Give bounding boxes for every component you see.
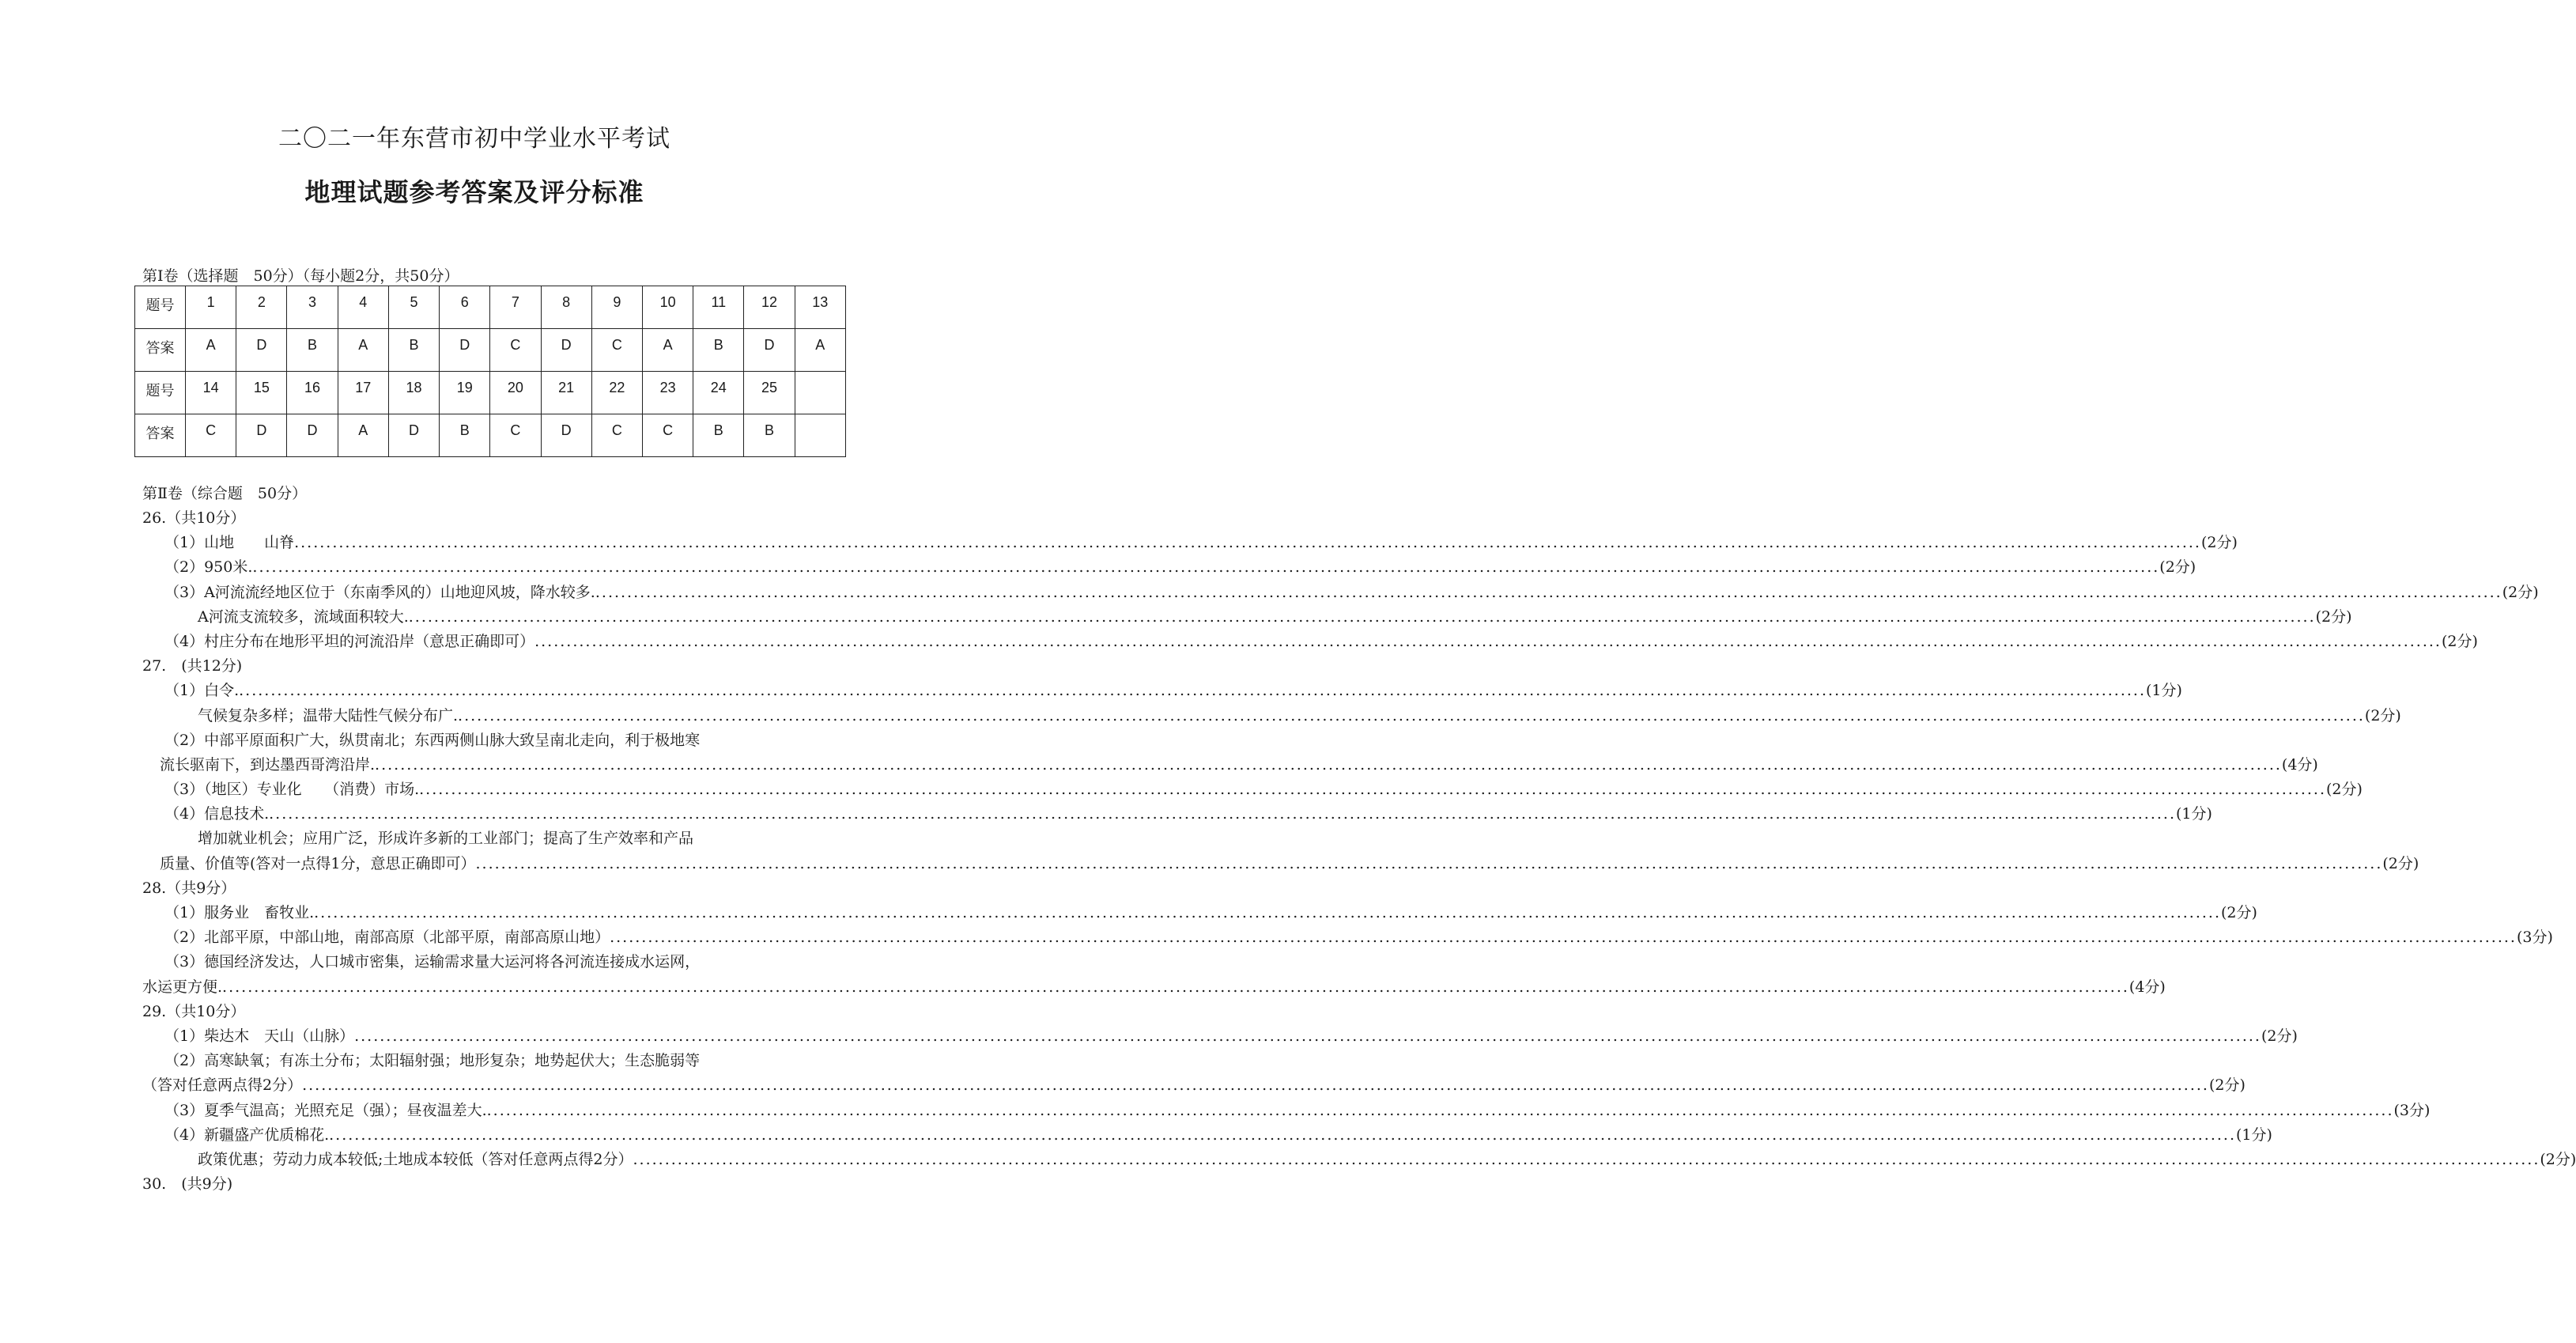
question-number-cell: 13: [795, 286, 845, 329]
answer-line: [142, 777, 2363, 802]
part2-heading: 第Ⅱ卷（综合题 50分）: [142, 485, 308, 502]
points-label: (4分): [2281, 755, 2318, 774]
answer-text: 27. (共12分): [142, 657, 243, 675]
points-label: (2分): [2502, 583, 2539, 601]
answer-text: （3）德国经济发达，人口城市密集，运输需求量大运河将各河流连接成水运网，: [164, 953, 701, 971]
answer-line: [142, 1000, 846, 1024]
answer-cell: C: [490, 329, 541, 372]
points-label: (4分): [2128, 978, 2166, 996]
question-number-cell: 15: [236, 372, 287, 414]
question-number-cell: 25: [744, 372, 795, 414]
answer-text: （2）高寒缺氧；有冻土分布；太阳辐射强；地形复杂；地势起伏大；生态脆弱等: [164, 1052, 701, 1070]
answer-text: 增加就业机会；应用广泛，形成许多新的工业部门；提高了生产效率和产品: [198, 830, 694, 848]
answer-text: 29.（共10分）: [142, 1002, 246, 1020]
question-number-cell: 22: [591, 372, 642, 414]
question-number-cell: 19: [440, 372, 490, 414]
dot-leader: ............................................................................................................................................................................................................................................................................................................: [294, 534, 2201, 552]
answer-cell: C: [186, 414, 236, 457]
question-number-cell: 6: [440, 286, 490, 329]
points-label: (2分): [2382, 854, 2419, 872]
dot-leader: ............................................................................................................................................................................................................................................................................................................: [458, 706, 2365, 724]
answer-lines: [142, 506, 2576, 1197]
answer-cell: D: [541, 414, 591, 457]
points-label: (2分): [2540, 1150, 2576, 1168]
answer-text: 流长驱南下，到达墨西哥湾沿岸.: [160, 755, 376, 774]
answer-cell: A: [338, 329, 388, 372]
dot-leader: ............................................................................................................................................................................................................................................................................................................: [222, 978, 2129, 996]
question-number-cell: 3: [287, 286, 338, 329]
part1-heading: 第Ⅰ卷（选择题 50分）（每小题2分，共50分）: [142, 267, 459, 285]
points-label: (2分): [2261, 1027, 2298, 1045]
answer-text: （4）新疆盛产优质棉花.: [164, 1125, 330, 1144]
answer-text: （1）服务业 畜牧业.: [164, 904, 315, 921]
points-label: (3分): [2393, 1101, 2431, 1119]
answer-text: A河流支流较多，流域面积较大.: [198, 607, 409, 626]
question-number-cell: [795, 372, 845, 414]
answer-line: [142, 950, 846, 974]
dot-leader: ............................................................................................................................................................................................................................................................................................................: [354, 1027, 2261, 1045]
answer-cell: B: [287, 329, 338, 372]
dot-leader: ............................................................................................................................................................................................................................................................................................................: [375, 755, 2282, 774]
points-label: (2分): [2208, 1076, 2276, 1095]
answer-line: [142, 728, 846, 753]
question-number-row: [135, 372, 846, 414]
points-label: (2分): [2326, 781, 2363, 799]
points-label: (2分): [2441, 632, 2478, 650]
question-number-cell: 23: [642, 372, 693, 414]
answer-text: （2）北部平原，中部山地，南部高原（北部平原，南部高原山地）: [164, 929, 610, 947]
answer-cell: D: [541, 329, 591, 372]
question-number-cell: 16: [287, 372, 338, 414]
question-number-cell: 1: [186, 286, 236, 329]
answer-row: [135, 329, 846, 372]
answer-cell: D: [440, 329, 490, 372]
answer-line: [142, 654, 846, 679]
question-number-cell: 5: [388, 286, 439, 329]
question-number-cell: 21: [541, 372, 591, 414]
dot-leader: ............................................................................................................................................................................................................................................................................................................: [486, 1101, 2394, 1119]
answer-line: [142, 555, 2196, 580]
question-number-row: [135, 286, 846, 329]
question-number-cell: 24: [693, 372, 744, 414]
question-number-cell: 20: [490, 372, 541, 414]
answer-text: （1）白令.: [164, 682, 240, 700]
points-label: (1分): [2236, 1125, 2272, 1144]
answer-line: [142, 630, 2478, 654]
answer-cell: A: [795, 329, 845, 372]
answer-key-title: 地理试题参考答案及评分标准: [304, 177, 644, 207]
dot-leader: ............................................................................................................................................................................................................................................................................................................: [475, 854, 2383, 872]
question-number-row-label: 题号: [135, 286, 186, 329]
answer-cell: D: [236, 329, 287, 372]
points-label: (3分): [2516, 929, 2553, 947]
points-label: (1分): [2176, 805, 2212, 823]
answer-line: [142, 1024, 2298, 1049]
dot-leader: ............................................................................................................................................................................................................................................................................................................: [633, 1150, 2540, 1168]
answer-line: [142, 605, 2352, 630]
dot-leader: ............................................................................................................................................................................................................................................................................................................: [610, 929, 2517, 947]
points-label: (2分): [2159, 558, 2196, 577]
dot-leader: ............................................................................................................................................................................................................................................................................................................: [269, 805, 2177, 823]
answer-line: [142, 827, 846, 851]
answer-line: [142, 1148, 2576, 1172]
question-number-row-label: 题号: [135, 372, 186, 414]
answer-row-label: 答案: [135, 329, 186, 372]
answer-line: [142, 925, 2553, 950]
answer-cell: D: [744, 329, 795, 372]
answer-text: （答对任意两点得2分）: [142, 1076, 303, 1095]
answer-line: [142, 753, 2318, 777]
answer-cell: D: [236, 414, 287, 457]
dot-leader: ............................................................................................................................................................................................................................................................................................................: [302, 1076, 2209, 1095]
points-label: (2分): [2221, 904, 2257, 921]
answer-text: 26.（共10分）: [142, 509, 246, 527]
question-number-cell: 11: [693, 286, 744, 329]
answer-cell: A: [338, 414, 388, 457]
question-number-cell: 18: [388, 372, 439, 414]
answer-cell: C: [591, 329, 642, 372]
exam-title: 二〇二一年东营市初中学业水平考试: [278, 125, 670, 153]
answer-text: 水运更方便.: [142, 978, 223, 996]
dot-leader: ............................................................................................................................................................................................................................................................................................................: [534, 632, 2442, 650]
question-number-cell: 8: [541, 286, 591, 329]
answer-line: [142, 531, 2238, 555]
answer-cell: D: [287, 414, 338, 457]
question-number-cell: 9: [591, 286, 642, 329]
answer-cell: C: [490, 414, 541, 457]
question-number-cell: 4: [338, 286, 388, 329]
answer-line: [142, 581, 2539, 605]
answer-cell: C: [591, 414, 642, 457]
answer-line: [142, 802, 2212, 827]
dot-leader: ............................................................................................................................................................................................................................................................................................................: [408, 607, 2316, 626]
answer-text: （3）（地区）专业化 （消费）市场.: [164, 781, 420, 799]
answer-text: （1）山地 山脊: [164, 534, 295, 552]
points-label: (2分): [2315, 607, 2352, 626]
question-number-cell: 10: [642, 286, 693, 329]
answer-line: [142, 1049, 846, 1073]
dot-leader: ............................................................................................................................................................................................................................................................................................................: [314, 904, 2222, 921]
answer-text: （3）夏季气温高；光照充足（强）；昼夜温差大.: [164, 1101, 487, 1119]
answer-text: （1）柴达木 天山（山脉）: [164, 1027, 355, 1045]
answer-text: 政策优惠；劳动力成本较低;土地成本较低（答对任意两点得2分）: [198, 1150, 633, 1168]
answer-text: 28.（共9分）: [142, 879, 236, 897]
answer-text: （4）信息技术.: [164, 805, 270, 823]
question-number-cell: 2: [236, 286, 287, 329]
points-label: (2分): [2200, 534, 2238, 552]
answer-text: 质量、价值等(答对一点得1分，意思正确即可）: [160, 854, 476, 872]
answer-text: （3）A河流流经地区位于（东南季风的）山地迎风坡，降水较多.: [164, 583, 595, 601]
dot-leader: ............................................................................................................................................................................................................................................................................................................: [252, 558, 2160, 577]
question-number-cell: 12: [744, 286, 795, 329]
answer-cell: C: [642, 414, 693, 457]
answer-line: [142, 1172, 846, 1197]
answer-text: 气候复杂多样；温带大陆性气候分布广.: [198, 706, 459, 724]
question-number-cell: 7: [490, 286, 541, 329]
answer-cell: A: [186, 329, 236, 372]
answer-line: [142, 679, 2182, 703]
answer-cell: B: [388, 329, 439, 372]
answer-line: [142, 901, 2257, 925]
answer-row-label: 答案: [135, 414, 186, 457]
points-label: (1分): [2146, 682, 2182, 700]
answer-row: [135, 414, 846, 457]
points-label: (2分): [2364, 706, 2401, 724]
dot-leader: ............................................................................................................................................................................................................................................................................................................: [239, 682, 2147, 700]
answer-cell: B: [693, 414, 744, 457]
answer-cell: D: [388, 414, 439, 457]
answer-text: （2）950米.: [164, 558, 253, 577]
answer-table: [134, 286, 846, 457]
answer-line: [142, 1123, 2272, 1148]
answer-line: [142, 852, 2419, 876]
answer-cell: [795, 414, 845, 457]
answer-text: （2）中部平原面积广大，纵贯南北；东西两侧山脉大致呈南北走向，利于极地寒: [164, 731, 701, 749]
dot-leader: ............................................................................................................................................................................................................................................................................................................: [419, 781, 2327, 799]
question-number-cell: 17: [338, 372, 388, 414]
answer-line: [142, 1099, 2431, 1123]
answer-text: 30. (共9分): [142, 1175, 233, 1194]
dot-leader: ............................................................................................................................................................................................................................................................................................................: [329, 1125, 2237, 1144]
answer-cell: A: [642, 329, 693, 372]
answer-line: [142, 975, 2166, 1000]
answer-cell: B: [440, 414, 490, 457]
answer-line: [142, 876, 846, 901]
answer-line: [142, 1073, 2276, 1098]
dot-leader: ............................................................................................................................................................................................................................................................................................................: [595, 583, 2502, 601]
answer-text: （4）村庄分布在地形平坦的河流沿岸（意思正确即可）: [164, 632, 535, 650]
question-number-cell: 14: [186, 372, 236, 414]
answer-line: [142, 506, 846, 531]
answer-cell: B: [693, 329, 744, 372]
answer-line: [142, 704, 2401, 728]
answer-cell: B: [744, 414, 795, 457]
